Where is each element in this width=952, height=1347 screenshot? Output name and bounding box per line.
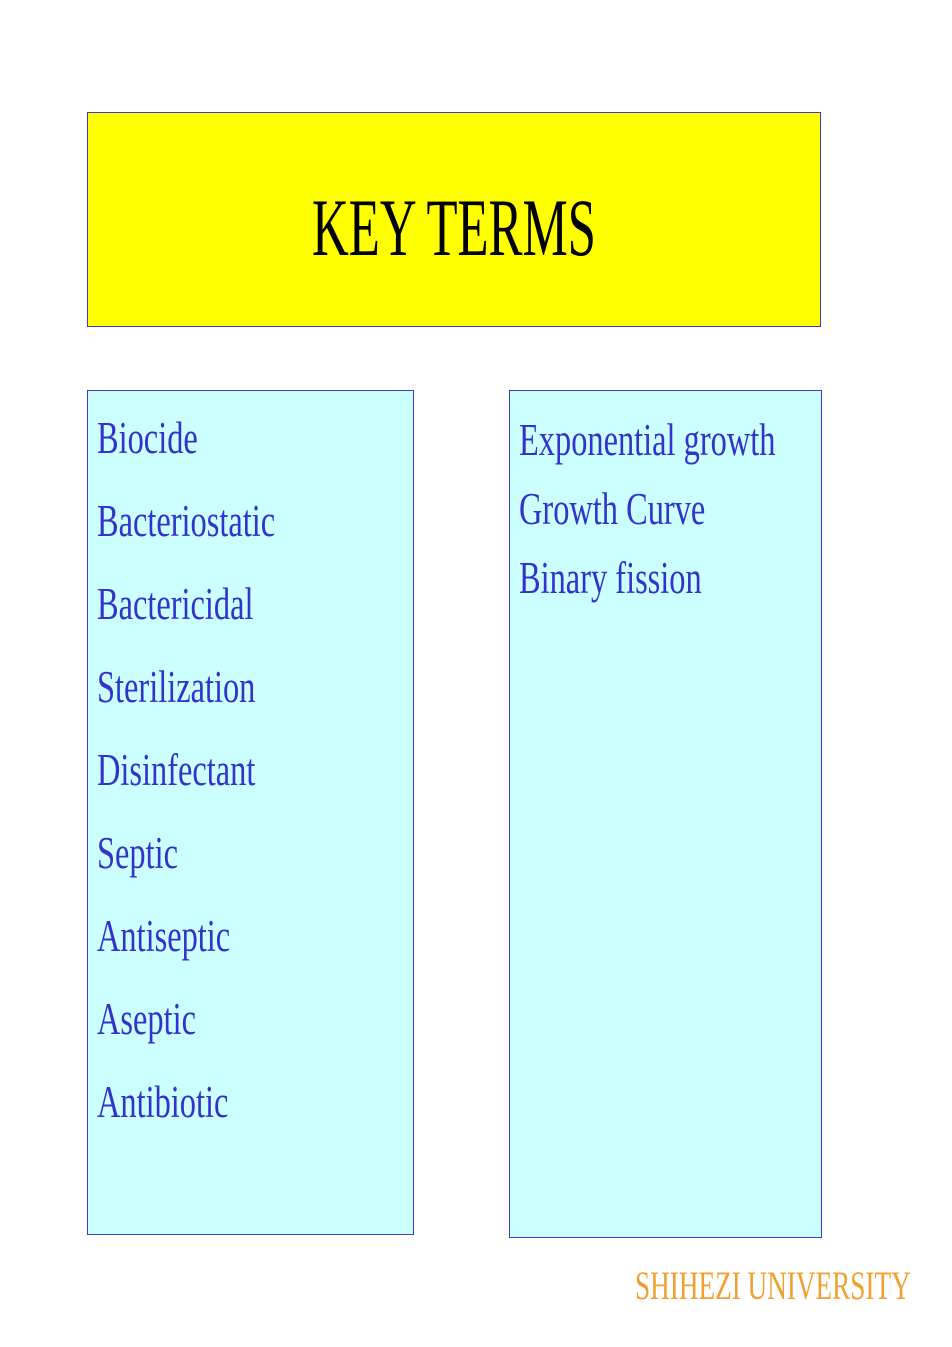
right-terms-panel — [509, 390, 822, 1238]
term-biocide: Biocide — [97, 413, 198, 463]
term-sterilization: Sterilization — [97, 662, 256, 712]
page-title: KEY TERMS — [312, 182, 596, 273]
title-banner — [87, 112, 821, 327]
left-terms-panel — [87, 390, 414, 1235]
university-footer: SHIHEZI UNIVERSITY — [635, 1263, 911, 1308]
term-binary-fission: Binary fission — [519, 553, 702, 603]
term-antibiotic: Antibiotic — [97, 1077, 229, 1127]
term-bacteriostatic: Bacteriostatic — [97, 496, 276, 546]
term-exponential-growth: Exponential growth — [519, 415, 776, 465]
term-disinfectant: Disinfectant — [97, 745, 256, 795]
term-bactericidal: Bactericidal — [97, 579, 254, 629]
term-growth-curve: Growth Curve — [519, 484, 706, 534]
term-antiseptic: Antiseptic — [97, 911, 231, 961]
term-septic: Septic — [97, 828, 178, 878]
term-aseptic: Aseptic — [97, 994, 196, 1044]
